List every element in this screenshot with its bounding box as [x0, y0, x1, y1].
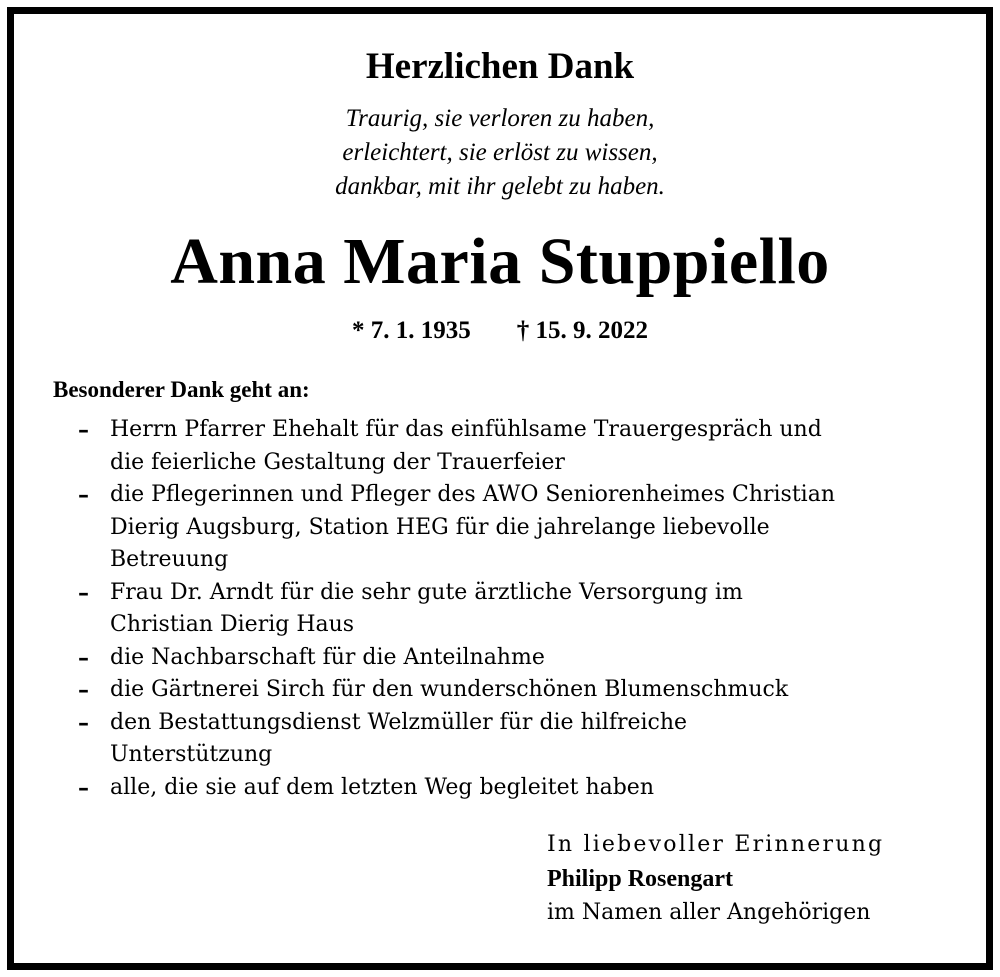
motto-line: dankbar, mit ihr gelebt zu haben.	[335, 173, 665, 200]
dash-bullet: –	[78, 644, 89, 671]
signer-name: Philipp Rosengart	[547, 866, 734, 892]
thanks-heading: Besonderer Dank geht an:	[53, 377, 310, 402]
deceased-name: Anna Maria Stuppiello	[170, 225, 830, 298]
list-item-text: Dierig Augsburg, Station HEG für die jahrelange liebevolle	[110, 514, 770, 540]
dash-bullet: –	[78, 482, 89, 508]
dash-bullet: –	[78, 774, 89, 801]
list-item	[78, 642, 958, 675]
list-item-text: Betreuung	[110, 547, 229, 572]
list-item	[78, 577, 958, 642]
closing-behalf: im Namen aller Angehörigen	[547, 900, 871, 925]
notice-title: Herzlichen Dank	[365, 46, 635, 87]
thanks-list	[78, 414, 958, 804]
list-item-text: die Gärtnerei Sirch für den wunderschönen Blumenschmuck	[110, 677, 789, 702]
list-item	[78, 674, 958, 707]
birth-date: * 7. 1. 1935	[352, 317, 471, 344]
list-item-text: Frau Dr. Arndt für die sehr gute ärztliche Versorgung im	[110, 579, 743, 605]
closing-sentiment: In liebevoller Erinnerung	[547, 832, 885, 857]
dash-bullet: –	[78, 579, 89, 606]
death-date: † 15. 9. 2022	[516, 317, 648, 344]
closing-signature	[547, 828, 884, 930]
dash-bullet: –	[78, 417, 89, 443]
list-item-text: die Pflegerinnen und Pfleger des AWO Seniorenheimes Christian	[110, 482, 835, 507]
list-item-text: die feierliche Gestaltung der Trauerfeier	[110, 449, 565, 475]
list-item-text: alle, die sie auf dem letzten Weg begleitet haben	[110, 774, 654, 800]
list-item	[78, 772, 958, 805]
motto-verse	[0, 102, 1000, 204]
list-item	[78, 707, 958, 772]
motto-line: erleichtert, sie erlöst zu wissen,	[342, 139, 658, 166]
list-item	[78, 479, 958, 577]
list-item-text: die Nachbarschaft für die Anteilnahme	[110, 644, 545, 670]
list-item-text: Herrn Pfarrer Ehehalt für das einfühlsame Trauergespräch und	[110, 417, 822, 442]
motto-line: Traurig, sie verloren zu haben,	[345, 105, 655, 132]
list-item	[78, 414, 958, 479]
dash-bullet: –	[78, 709, 89, 736]
life-dates	[0, 314, 1000, 348]
list-item-text: den Bestattungsdienst Welzmüller für die hilfreiche	[110, 709, 688, 735]
dash-bullet: –	[78, 677, 89, 703]
list-item-text: Christian Dierig Haus	[110, 612, 355, 637]
list-item-text: Unterstützung	[110, 742, 273, 767]
